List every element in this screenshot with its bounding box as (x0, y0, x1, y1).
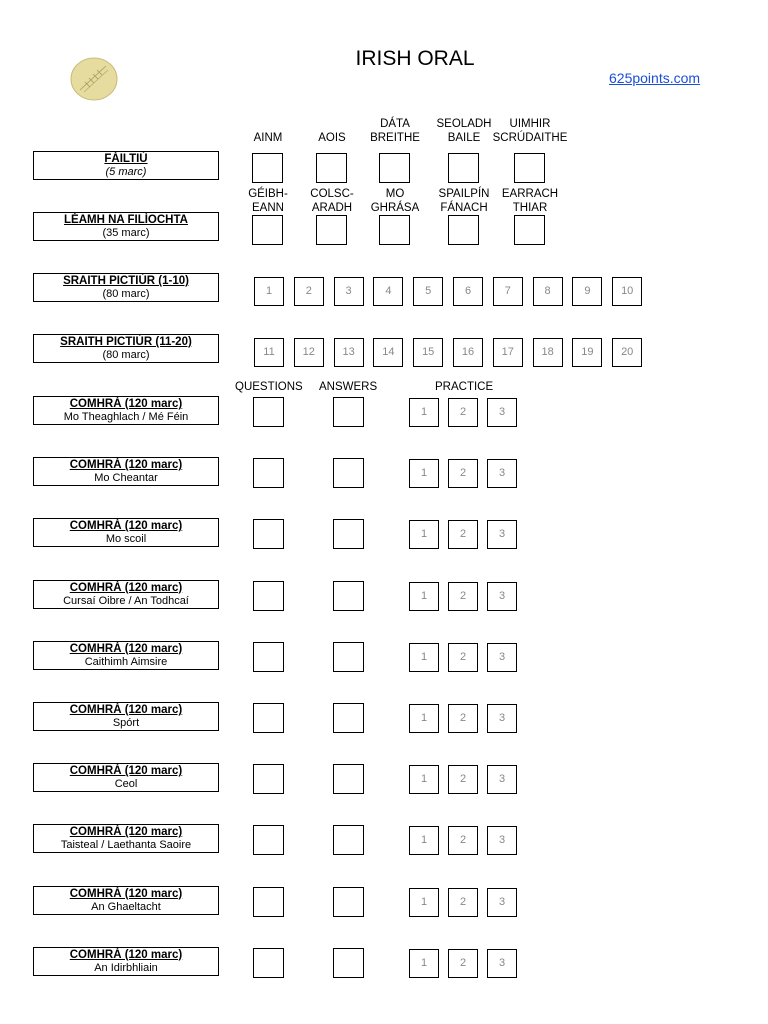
comhra-topic (33, 947, 219, 976)
section-title: SRAITH PICTIÚR (1-10) (63, 275, 189, 287)
comhra-topic-label: An Idirbhliain (94, 961, 158, 974)
poem-checkbox[interactable] (252, 215, 283, 245)
picture-number-box[interactable]: 14 (373, 338, 403, 367)
comhra-topic (33, 641, 219, 670)
rugby-ball-icon (70, 56, 118, 102)
answers-checkbox[interactable] (333, 642, 364, 672)
picture-number-box[interactable]: 18 (533, 338, 563, 367)
failtiu-header: BAILE (447, 132, 481, 144)
page-title: IRISH ORAL (355, 47, 475, 70)
comhra-topic (33, 457, 219, 486)
poem-header: SPAILPÍN (438, 188, 490, 200)
comhra-topic (33, 518, 219, 547)
answers-checkbox[interactable] (333, 948, 364, 978)
comhra-title: COMHRÁ (120 marc) (69, 826, 183, 839)
comhra-title: COMHRÁ (120 marc) (69, 581, 183, 594)
practice-box[interactable]: 1 (409, 520, 439, 549)
practice-box[interactable]: 3 (487, 826, 517, 855)
comhra-topic-label: Spórt (112, 717, 140, 729)
poem-header: COLSC- (310, 188, 354, 200)
questions-checkbox[interactable] (253, 887, 284, 917)
practice-box[interactable]: 2 (448, 765, 478, 794)
comhra-topic (33, 824, 219, 853)
practice-box[interactable]: 3 (487, 582, 517, 611)
poem-checkbox[interactable] (514, 215, 545, 245)
comhra-title: COMHRÁ (120 marc) (69, 704, 183, 716)
section-title: SRAITH PICTIÚR (11-20) (60, 336, 192, 348)
answers-checkbox[interactable] (333, 519, 364, 549)
poem-checkbox[interactable] (379, 215, 410, 245)
questions-checkbox[interactable] (253, 642, 284, 672)
picture-number-box[interactable]: 9 (572, 277, 602, 306)
comhra-topic (33, 396, 219, 425)
answers-checkbox[interactable] (333, 581, 364, 611)
section-title: FÁILTIÚ (104, 153, 148, 165)
practice-box[interactable]: 3 (487, 888, 517, 917)
practice-box[interactable]: 2 (448, 582, 478, 611)
poem-header: MO (385, 188, 405, 200)
practice-box[interactable]: 1 (409, 949, 439, 978)
comhra-topic (33, 580, 219, 609)
practice-box[interactable]: 2 (448, 643, 478, 672)
poem-header: GÉIBH- (248, 188, 288, 200)
picture-number-box[interactable]: 16 (453, 338, 483, 367)
poem-header: ARADH (311, 202, 353, 214)
practice-box[interactable]: 3 (487, 520, 517, 549)
questions-checkbox[interactable] (253, 581, 284, 611)
poem-checkbox[interactable] (316, 215, 347, 245)
picture-number-box[interactable]: 1 (254, 277, 284, 306)
practice-box[interactable]: 1 (409, 888, 439, 917)
practice-box[interactable]: 3 (487, 643, 517, 672)
questions-header: QUESTIONS (235, 381, 303, 393)
comhra-title: COMHRÁ (120 marc) (69, 642, 183, 655)
questions-checkbox[interactable] (253, 458, 284, 488)
picture-number-box[interactable]: 7 (493, 277, 523, 306)
section-leamh (33, 212, 219, 241)
comhra-topic-label: Mo scoil (105, 533, 147, 546)
practice-box[interactable]: 1 (409, 704, 439, 733)
answers-checkbox[interactable] (333, 887, 364, 917)
practice-box[interactable]: 2 (448, 459, 478, 488)
comhra-topic-label: Mo Theaghlach / Mé Féin (63, 411, 189, 423)
answers-checkbox[interactable] (333, 764, 364, 794)
section-marks: (80 marc) (102, 349, 150, 361)
practice-box[interactable]: 3 (487, 459, 517, 488)
failtiu-header: SEOLADH (436, 118, 492, 130)
picture-number-box[interactable]: 15 (413, 338, 443, 367)
questions-checkbox[interactable] (253, 519, 284, 549)
practice-box[interactable]: 3 (487, 765, 517, 794)
poem-header: FÁNACH (440, 202, 488, 214)
picture-number-box[interactable]: 12 (294, 338, 324, 367)
poem-header: EARRACH (501, 188, 559, 200)
practice-box[interactable]: 1 (409, 826, 439, 855)
answers-checkbox[interactable] (333, 703, 364, 733)
picture-number-box[interactable]: 3 (334, 277, 364, 306)
answers-header: ANSWERS (319, 381, 378, 393)
practice-box[interactable]: 2 (448, 826, 478, 855)
comhra-title: COMHRÁ (120 marc) (69, 398, 183, 410)
practice-box[interactable]: 1 (409, 398, 439, 427)
failtiu-header: AOIS (318, 132, 346, 144)
answers-checkbox[interactable] (333, 397, 364, 427)
comhra-topic-label: Ceol (114, 778, 138, 791)
picture-number-box[interactable]: 20 (612, 338, 642, 367)
failtiu-checkbox[interactable] (252, 153, 283, 183)
failtiu-header: SCRÚDAITHE (492, 132, 568, 144)
failtiu-checkbox[interactable] (448, 153, 479, 183)
section-marks: (5 marc) (105, 166, 147, 178)
comhra-topic-label: Caithimh Aimsire (84, 655, 168, 668)
practice-header: PRACTICE (435, 381, 494, 393)
poem-header: EANN (252, 202, 284, 214)
picture-number-box[interactable]: 17 (493, 338, 523, 367)
failtiu-checkbox[interactable] (316, 153, 347, 183)
section-sraith-2 (33, 334, 219, 363)
comhra-topic-label: Taisteal / Laethanta Saoire (60, 839, 192, 852)
questions-checkbox[interactable] (253, 764, 284, 794)
picture-number-box[interactable]: 6 (453, 277, 483, 306)
section-failtiu (33, 151, 219, 180)
practice-box[interactable]: 1 (409, 459, 439, 488)
poem-header: GHRÁSA (370, 202, 420, 214)
picture-number-box[interactable]: 4 (373, 277, 403, 306)
comhra-topic-label: Cursaí Oibre / An Todhcaí (63, 594, 189, 607)
picture-number-box[interactable]: 13 (334, 338, 364, 367)
comhra-topic (33, 763, 219, 792)
practice-box[interactable]: 2 (448, 888, 478, 917)
answers-checkbox[interactable] (333, 825, 364, 855)
section-marks: (80 marc) (102, 288, 150, 300)
site-link[interactable]: 625points.com (609, 70, 701, 86)
comhra-title: COMHRÁ (120 marc) (69, 948, 183, 961)
practice-box[interactable]: 3 (487, 949, 517, 978)
comhra-topic-label: Mo Cheantar (94, 472, 158, 485)
practice-box[interactable]: 2 (448, 704, 478, 733)
failtiu-checkbox[interactable] (514, 153, 545, 183)
comhra-topic-label: An Ghaeltacht (91, 900, 161, 913)
failtiu-header: UIMHIR (509, 118, 551, 130)
failtiu-header: AINM (253, 132, 283, 144)
practice-box[interactable]: 1 (409, 765, 439, 794)
practice-box[interactable]: 1 (409, 643, 439, 672)
picture-number-box[interactable]: 10 (612, 277, 642, 306)
practice-box[interactable]: 2 (448, 949, 478, 978)
section-sraith-1 (33, 273, 219, 302)
questions-checkbox[interactable] (253, 703, 284, 733)
questions-checkbox[interactable] (253, 948, 284, 978)
failtiu-checkbox[interactable] (379, 153, 410, 183)
poem-header: THIAR (512, 202, 548, 214)
comhra-title: COMHRÁ (120 marc) (69, 520, 183, 533)
comhra-topic (33, 886, 219, 915)
picture-number-box[interactable]: 5 (413, 277, 443, 306)
practice-box[interactable]: 2 (448, 398, 478, 427)
comhra-title: COMHRÁ (120 marc) (69, 765, 183, 778)
comhra-title: COMHRÁ (120 marc) (69, 887, 183, 900)
comhra-title: COMHRÁ (120 marc) (69, 459, 183, 472)
answers-checkbox[interactable] (333, 458, 364, 488)
comhra-topic (33, 702, 219, 731)
section-title: LÉAMH NA FILÍOCHTA (64, 214, 188, 226)
practice-box[interactable]: 3 (487, 704, 517, 733)
failtiu-header: DÁTA (380, 118, 410, 130)
section-marks: (35 marc) (102, 227, 150, 239)
picture-number-box[interactable]: 11 (254, 338, 284, 367)
picture-number-box[interactable]: 19 (572, 338, 602, 367)
picture-number-box[interactable]: 2 (294, 277, 324, 306)
failtiu-header: BREITHE (370, 132, 420, 144)
practice-box[interactable]: 3 (487, 398, 517, 427)
questions-checkbox[interactable] (253, 397, 284, 427)
questions-checkbox[interactable] (253, 825, 284, 855)
practice-box[interactable]: 1 (409, 582, 439, 611)
poem-checkbox[interactable] (448, 215, 479, 245)
picture-number-box[interactable]: 8 (533, 277, 563, 306)
practice-box[interactable]: 2 (448, 520, 478, 549)
